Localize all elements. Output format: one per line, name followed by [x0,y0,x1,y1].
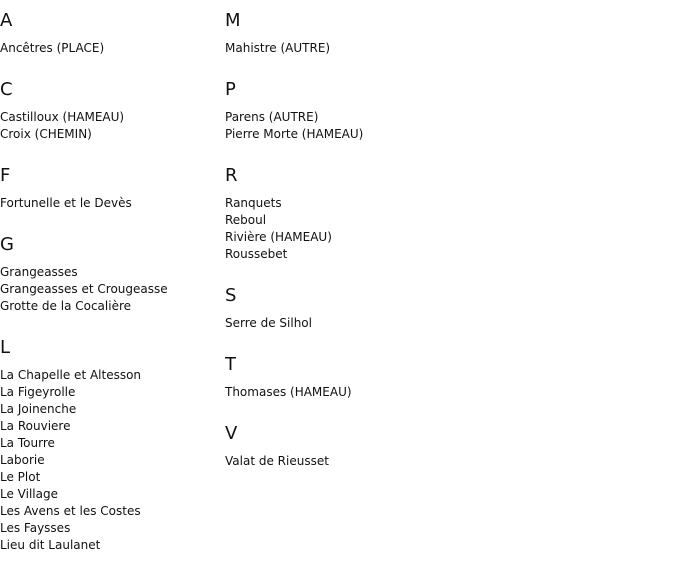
index-section-l [0,337,225,554]
place-link[interactable]: Mahistre (AUTRE) [225,41,331,55]
list-item [0,109,225,126]
place-link[interactable]: Lieu dit Laulanet [0,538,101,552]
place-link[interactable]: La Figeyrolle [0,385,76,399]
place-link[interactable]: Fortunelle et le Devès [0,196,132,210]
place-link[interactable]: Castilloux (HAMEAU) [0,110,125,124]
list-item [225,195,525,212]
place-link[interactable]: Pierre Morte (HAMEAU) [225,127,364,141]
index-column-right [225,0,525,492]
place-link[interactable]: La Tourre [0,436,55,450]
place-list [225,195,525,263]
place-link[interactable]: Ancêtres (PLACE) [0,41,105,55]
list-item [225,40,525,57]
section-letter: R [225,165,238,186]
list-item [0,520,225,537]
place-list [225,40,525,57]
list-item [0,40,225,57]
place-link[interactable]: Croix (CHEMIN) [0,127,92,141]
list-item [0,195,225,212]
place-list [225,384,525,401]
index-section-m [225,10,525,57]
section-letter: F [0,165,11,186]
list-item [0,384,225,401]
place-list [0,40,225,57]
list-item [0,264,225,281]
place-link[interactable]: Serre de Silhol [225,316,312,330]
list-item [225,384,525,401]
section-letter: T [225,354,236,375]
list-item [225,453,525,470]
list-item [0,486,225,503]
place-link[interactable]: Roussebet [225,247,288,261]
place-link[interactable]: Laborie [0,453,45,467]
index-section-f [0,165,225,212]
place-link[interactable]: Thomases (HAMEAU) [225,385,352,399]
list-item [225,109,525,126]
place-link[interactable]: Grotte de la Cocalière [0,299,132,313]
list-item [0,537,225,554]
list-item [225,126,525,143]
place-list [225,453,525,470]
place-link[interactable]: Valat de Rieusset [225,454,329,468]
section-letter: C [0,79,13,100]
section-letter: G [0,234,14,255]
place-list [225,109,525,143]
place-link[interactable]: Grangeasses et Crougeasse [0,282,168,296]
section-letter: V [225,423,238,444]
index-section-c [0,79,225,143]
list-item [225,315,525,332]
list-item [225,212,525,229]
list-item [0,126,225,143]
section-letter: S [225,285,237,306]
section-letter: P [225,79,236,100]
place-link[interactable]: La Chapelle et Altesson [0,368,142,382]
place-link[interactable]: Parens (AUTRE) [225,110,319,124]
place-link[interactable]: La Rouviere [0,419,71,433]
list-item [0,367,225,384]
list-item [0,469,225,486]
place-link[interactable]: Grangeasses [0,265,78,279]
index-section-v [225,423,525,470]
list-item [0,452,225,469]
place-list [0,264,225,315]
section-letter: A [0,10,13,31]
place-list [0,109,225,143]
place-list [225,315,525,332]
index-section-a [0,10,225,57]
place-link[interactable]: Rivière (HAMEAU) [225,230,332,244]
place-link[interactable]: Les Avens et les Costes [0,504,141,518]
list-item [0,503,225,520]
list-item [0,418,225,435]
place-link[interactable]: Le Village [0,487,58,501]
index-section-g [0,234,225,315]
section-letter: M [225,10,241,31]
index-section-r [225,165,525,263]
list-item [225,246,525,263]
place-list [0,195,225,212]
list-item [225,229,525,246]
place-link[interactable]: Les Faysses [0,521,71,535]
place-link[interactable]: Ranquets [225,196,282,210]
place-link[interactable]: La Joinenche [0,402,77,416]
place-link[interactable]: Reboul [225,213,267,227]
list-item [0,281,225,298]
index-column-left [0,0,225,576]
list-item [0,298,225,315]
list-item [0,435,225,452]
section-letter: L [0,337,11,358]
list-item [0,401,225,418]
place-link[interactable]: Le Plot [0,470,41,484]
index-section-p [225,79,525,143]
index-section-t [225,354,525,401]
index-section-s [225,285,525,332]
place-list [0,367,225,554]
